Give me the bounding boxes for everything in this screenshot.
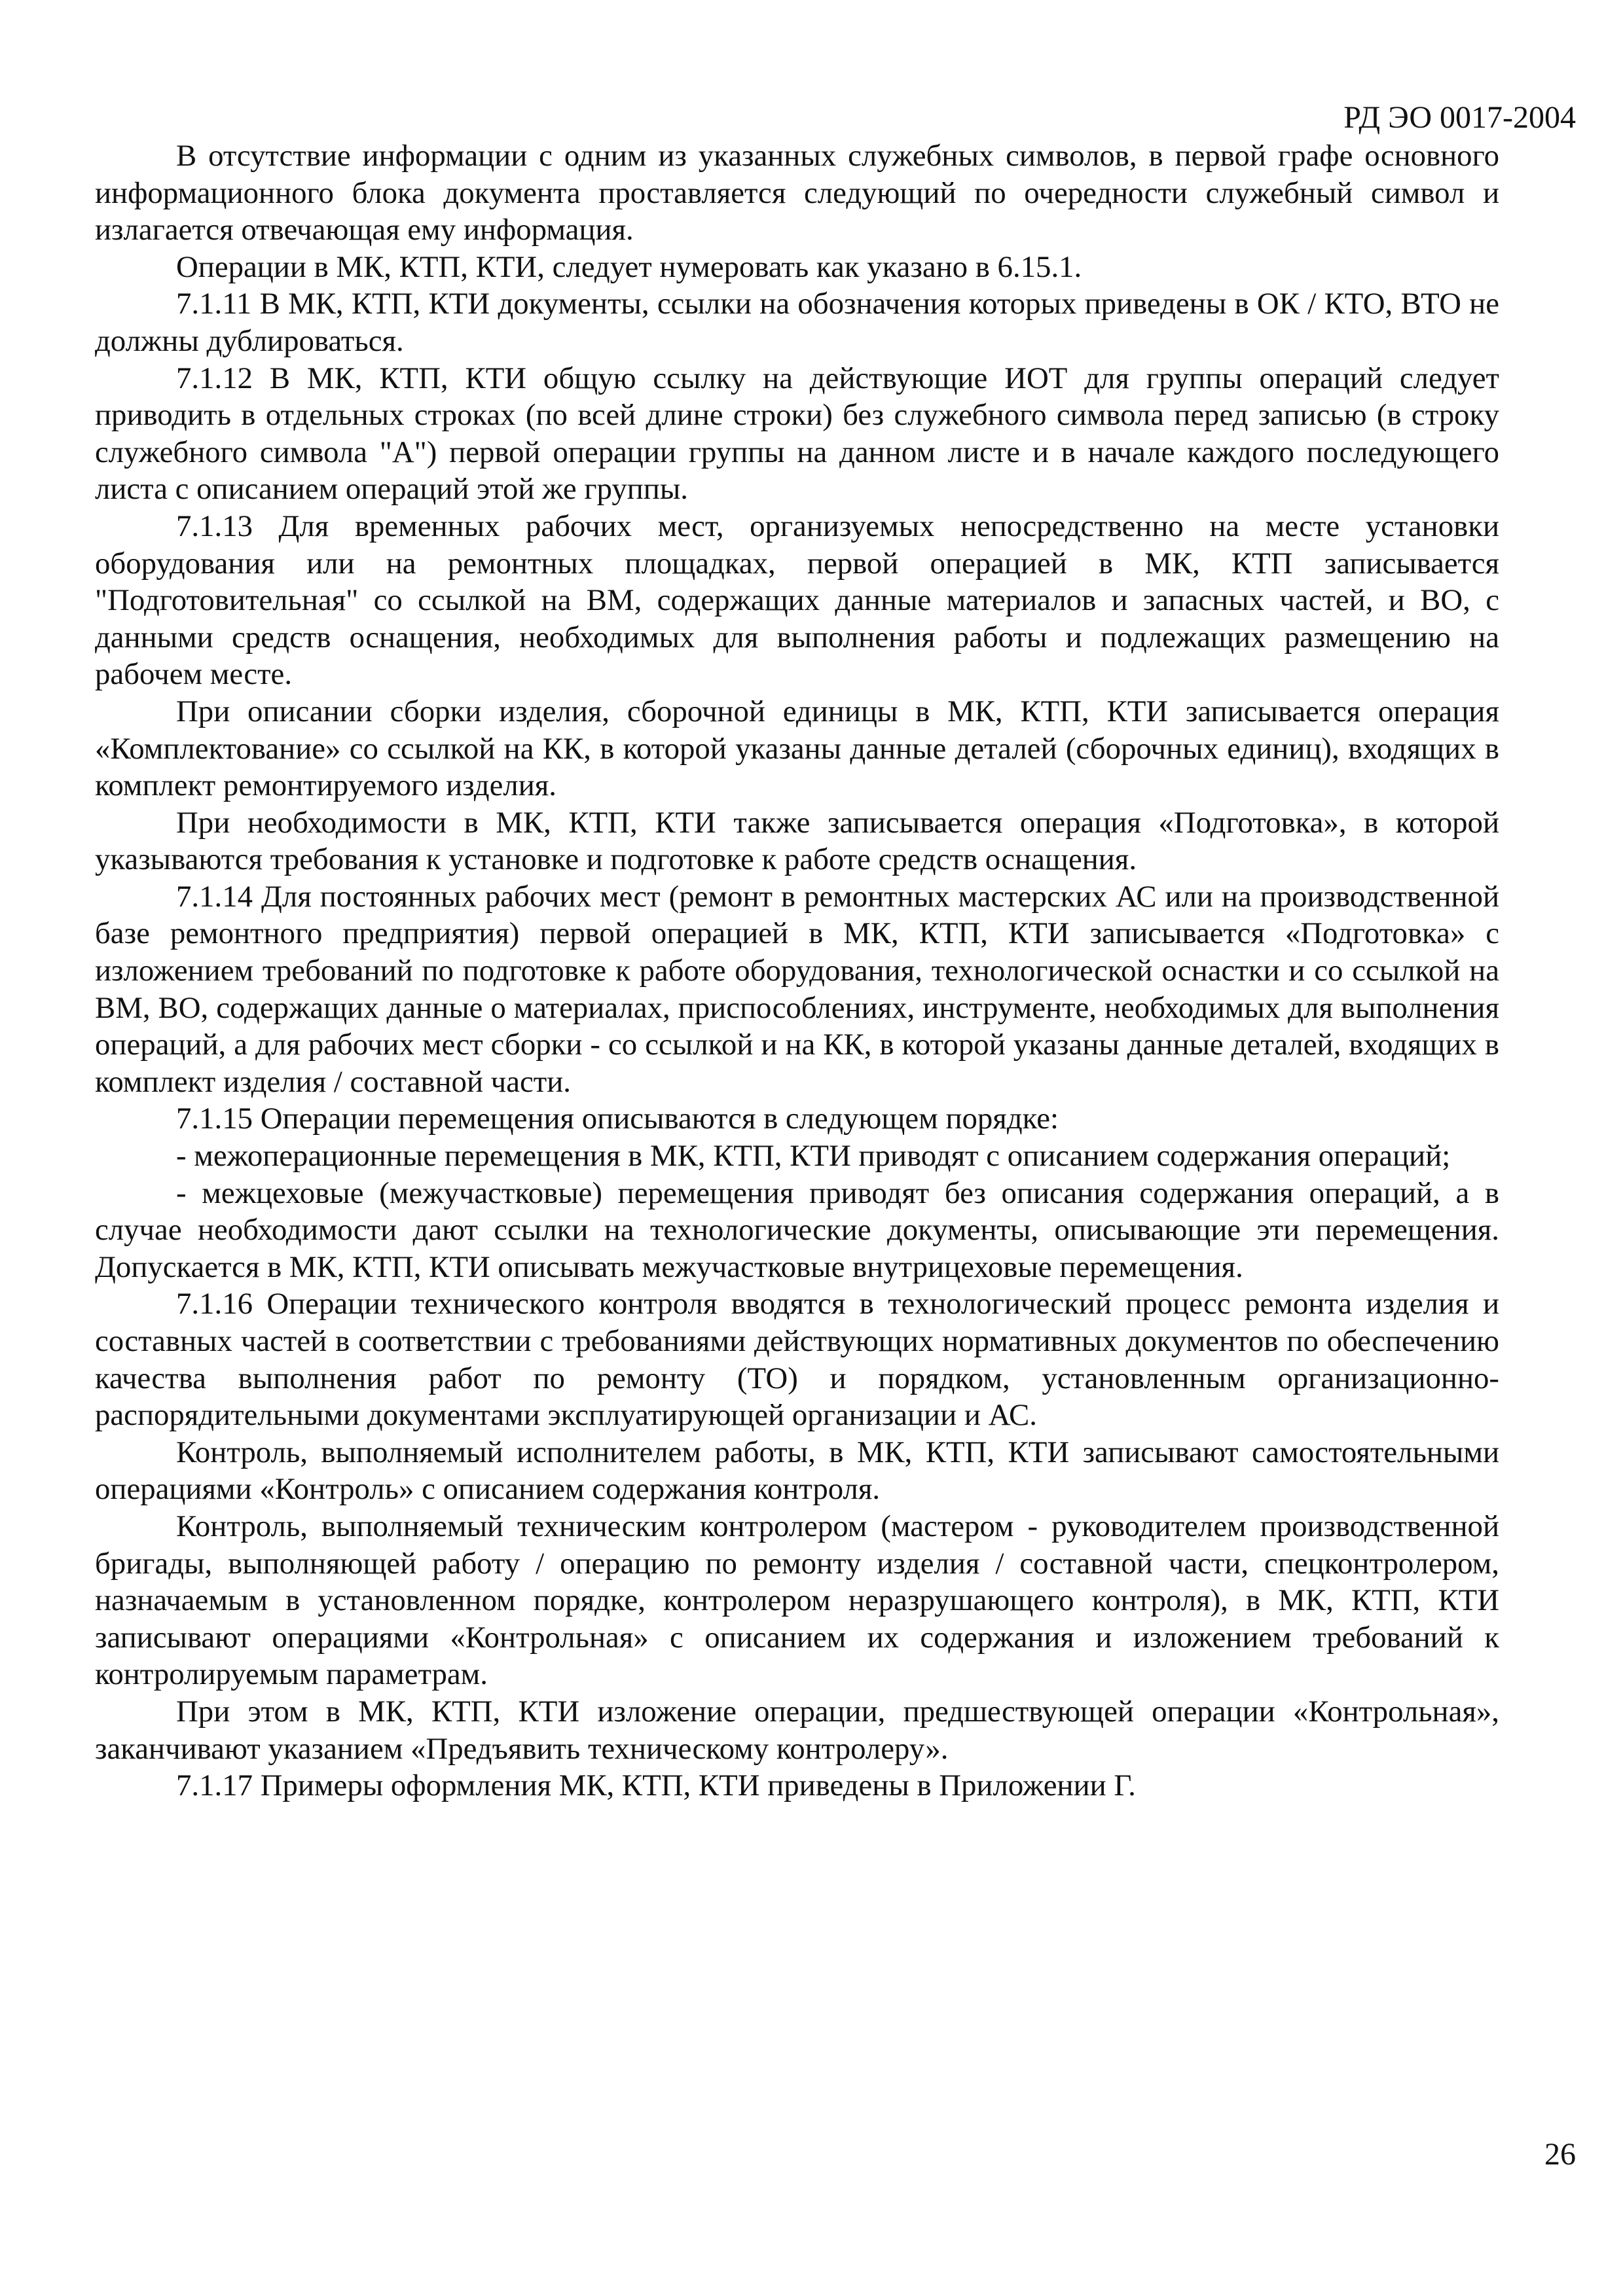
page-number: 26 (1544, 2137, 1576, 2172)
paragraph: Контроль, выполняемый исполнителем работы, в МК, КТП, КТИ записывают самостоятельными операциями «Контроль» с описанием содержания контроля. (95, 1435, 1499, 1507)
document-code: РД ЭО 0017-2004 (1343, 100, 1576, 135)
paragraph: 7.1.13 Для временных рабочих мест, организуемых непосредственно на месте установки оборудования или на ремонтных площадках, первой операцией в МК, КТП записывается "Подготовительная" со ссылкой на ВМ, содержащих данные материалов и запасных частей, и ВО, с данными средств оснащения, необходимых для выполнения работы и подлежащих размещению на рабочем месте. (95, 509, 1499, 692)
paragraph: Контроль, выполняемый техническим контролером (мастером - руководителем производственной бригады, выполняющей работу / операцию по ремонту изделия / составной части, спецконтролером, назначаемым в установленном порядке, контролером неразрушающего контроля), в МК, КТП, КТИ записывают операциями «Контрольная» с описанием их содержания и изложением требований к контролируемым параметрам. (95, 1509, 1499, 1692)
paragraph: Операции в МК, КТП, КТИ, следует нумеровать как указано в 6.15.1. (176, 249, 1082, 284)
paragraph: 7.1.17 Примеры оформления МК, КТП, КТИ приведены в Приложении Г. (176, 1768, 1136, 1803)
paragraph: 7.1.12 В МК, КТП, КТИ общую ссылку на действующие ИОТ для группы операций следует приводить в отдельных строках (по всей длине строки) без служебного символа перед записью (в строку служебного символа "А") первой операции группы на данном листе и в начале каждого последующего листа с описанием операций этой же группы. (95, 361, 1499, 507)
document-body (95, 137, 1499, 1804)
paragraph: - межцеховые (межучастковые) перемещения приводят без описания содержания операций, а в случае необходимости дают ссылки на технологические документы, описывающие эти перемещения. Допускается в МК, КТП, КТИ описывать межучастковые внутрицеховые перемещения. (95, 1175, 1499, 1284)
paragraph: 7.1.15 Операции перемещения описываются в следующем порядке: (176, 1102, 1059, 1136)
paragraph: При этом в МК, КТП, КТИ изложение операции, предшествующей операции «Контрольная», заканчивают указанием «Предъявить техническому контролеру». (95, 1694, 1499, 1766)
paragraph: При необходимости в МК, КТП, КТИ также записывается операция «Подготовка», в которой указываются требования к установке и подготовке к работе средств оснащения. (95, 805, 1499, 877)
paragraph: - межоперационные перемещения в МК, КТП, КТИ приводят с описанием содержания операций; (176, 1139, 1451, 1174)
paragraph: При описании сборки изделия, сборочной единицы в МК, КТП, КТИ записывается операция «Комплектование» со ссылкой на КК, в которой указаны данные деталей (сборочных единиц), входящих в комплект ремонтируемого изделия. (95, 694, 1499, 803)
paragraph: 7.1.11 В МК, КТП, КТИ документы, ссылки на обозначения которых приведены в ОК / КТО, ВТО не должны дублироваться. (95, 287, 1499, 358)
paragraph: 7.1.16 Операции технического контроля вводятся в технологический процесс ремонта изделия и составных частей в соответствии с требованиями действующих нормативных документов по обеспечению качества выполнения работ по ремонту (ТО) и порядком, установленным организационно-распорядительными документами эксплуатирующей организации и АС. (95, 1287, 1499, 1433)
paragraph: В отсутствие информации с одним из указанных служебных символов, в первой графе основного информационного блока документа проставляется следующий по очередности служебный символ и излагается отвечающая ему информация. (95, 139, 1499, 247)
paragraph: 7.1.14 Для постоянных рабочих мест (ремонт в ремонтных мастерских АС или на производственной базе ремонтного предприятия) первой операцией в МК, КТП, КТИ записывается «Подготовка» с изложением требований по подготовке к работе оборудования, технологической оснастки и со ссылкой на ВМ, ВО, содержащих данные о материалах, приспособлениях, инструменте, необходимых для выполнения операций, а для рабочих мест сборки - со ссылкой и на КК, в которой указаны данные деталей, входящих в комплект изделия / составной части. (95, 879, 1499, 1099)
